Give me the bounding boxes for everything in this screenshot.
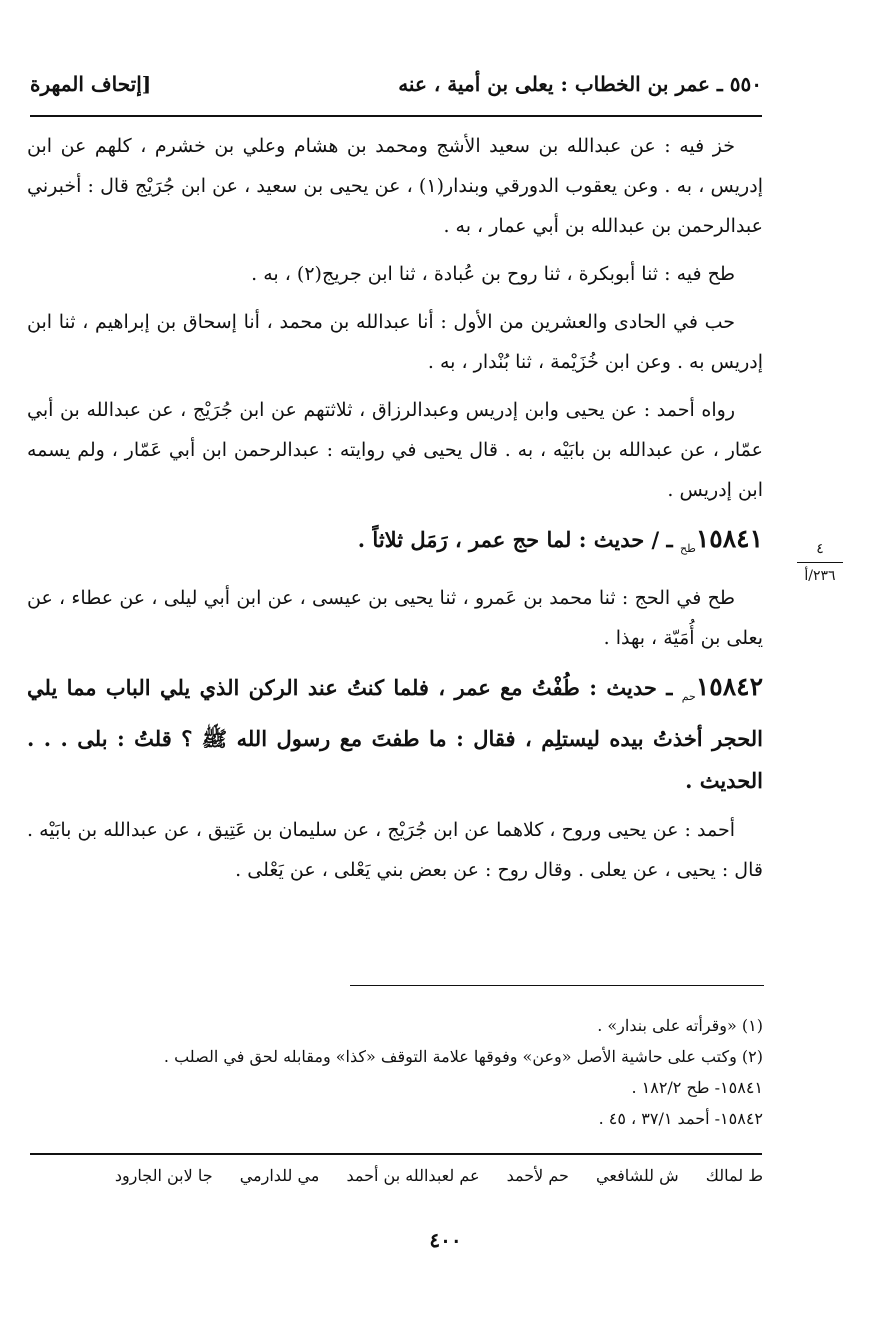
folio-top: ٤ xyxy=(816,541,824,557)
paragraph: حب في الحادى والعشرين من الأول : أنا عبدالله بن محمد ، أنا إسحاق بن إبراهيم ، ثنا ابن إدريس به . وعن ابن خُزَيْمة ، ثنا بُنْدار ، به . xyxy=(27,311,763,373)
sigla-rule xyxy=(30,1153,762,1155)
footnote: ١٥٨٤١- طح ١٨٢/٢ . xyxy=(631,1078,763,1097)
book-title: [إتحاف المهرة xyxy=(30,72,152,96)
running-header xyxy=(30,68,762,104)
manuscript-folio-ref xyxy=(790,538,850,587)
page-number: ٤٠٠ xyxy=(429,1228,462,1252)
entry-source: طح في الحج : ثنا محمد بن عَمرو ، ثنا يحيى بن عيسى ، عن ابن أبي ليلى ، عن عطاء ، عن يعلى بن أُمَيّة ، بهذا . xyxy=(27,587,763,650)
footnote: (٢) وكتب على حاشية الأصل «وعن» وفوقها علامة التوقف «كذا» ومقابله لحق في الصلب . xyxy=(163,1047,763,1066)
paragraph: رواه أحمد : عن يحيى وابن إدريس وعبدالرزاق ، ثلاثتهم عن ابن جُرَيْج ، عن عبدالله بن أبي عمّار ، عن عبدالله بن بابَيْه ، به . قال يحيى في روايته : عبدالرحمن ابن أبي عَمّار ، ولم يسمه ابن إدريس . xyxy=(27,399,763,501)
siglum-item: جا لابن الجارود xyxy=(114,1166,213,1185)
entry-heading: ـ حديث : طُفْتُ مع عمر ، فلما كنتُ عند الركن الذي يلي الباب مما يلي الحجر أخذتُ بيده ليستلِم ، فقال : ما طفتَ مع رسول الله ﷺ ؟ قلتُ : بلى . . . الحديث . xyxy=(27,675,763,794)
siglum-item: عم لعبدالله بن أحمد xyxy=(346,1166,480,1185)
siglum-item: مي للدارمي xyxy=(239,1166,320,1185)
footnotes xyxy=(27,1010,763,1134)
entry-siglum: حم xyxy=(681,690,696,704)
paragraph: خز فيه : عن عبدالله بن سعيد الأشج ومحمد بن هشام وعلي بن خشرم ، كلهم عن ابن إدريس ، به . وعن يعقوب الدورقي وبندار(١) ، عن يحيى بن سعيد ، عن ابن جُرَيْج قال : أخبرني عبدالرحمن بن عبدالله بن أبي عمار ، به . xyxy=(27,135,763,237)
folio-divider xyxy=(797,562,843,563)
sigla-legend xyxy=(27,1166,763,1185)
siglum-item: حم لأحمد xyxy=(506,1166,569,1185)
entry-number: ١٥٨٤١ xyxy=(695,524,763,553)
entry-number: ١٥٨٤٢ xyxy=(695,672,763,702)
siglum-item: ط لمالك xyxy=(705,1166,763,1185)
folio-bottom: ٢٣٦/أ xyxy=(804,568,836,584)
main-text xyxy=(27,126,763,898)
hadith-entry-15841 xyxy=(27,518,763,570)
entry-siglum: طح xyxy=(680,542,696,556)
paragraph: طح فيه : ثنا أبوبكرة ، ثنا روح بن عُبادة ، ثنا ابن جريج(٢) ، به . xyxy=(251,263,735,285)
chapter-title: ٥٥٠ ـ عمر بن الخطاب : يعلى بن أمية ، عنه xyxy=(398,72,762,96)
siglum-item: ش للشافعي xyxy=(596,1166,679,1185)
entry-source: أحمد : عن يحيى وروح ، كلاهما عن ابن جُرَيْج ، عن سليمان بن عَتِيق ، عن عبدالله بن بابَيْه . قال : يحيى ، عن يعلى . وقال روح : عن بعض بني يَعْلى ، عن يَعْلى . xyxy=(27,819,763,882)
footnote: (١) «وقرأته على بندار» . xyxy=(597,1016,763,1035)
footnote: ١٥٨٤٢- أحمد ٣٧/١ ، ٤٥ . xyxy=(598,1109,763,1128)
entry-heading: ـ / حديث : لما حج عمر ، رَمَل ثلاثاً . xyxy=(357,527,673,552)
hadith-entry-15842 xyxy=(27,666,763,802)
header-rule xyxy=(30,115,762,117)
footnote-rule xyxy=(350,985,764,986)
